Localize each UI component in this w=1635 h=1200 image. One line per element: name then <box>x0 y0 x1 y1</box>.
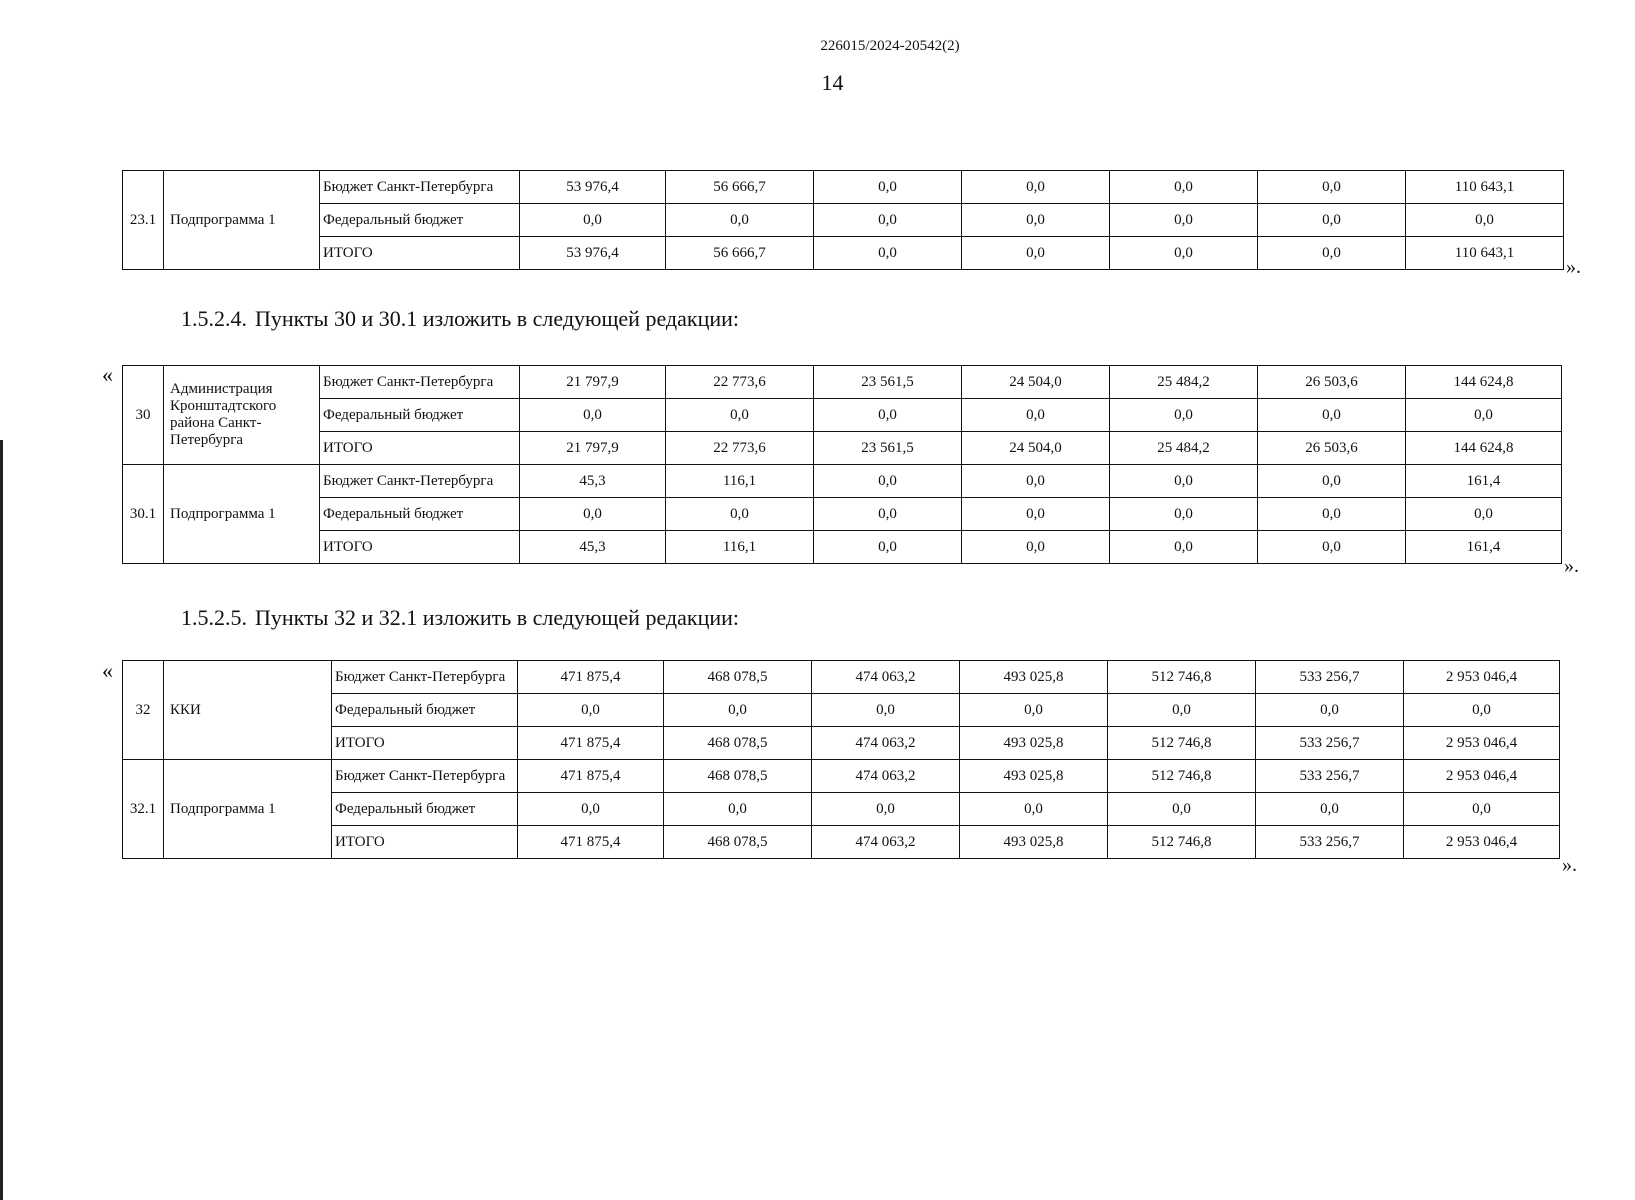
year-value: 471 875,4 <box>518 760 664 793</box>
funding-source: ИТОГО <box>320 237 520 270</box>
year-value: 474 063,2 <box>812 760 960 793</box>
year-value: 0,0 <box>1256 793 1404 826</box>
year-value: 22 773,6 <box>666 366 814 399</box>
paragraph-1-5-2-4 <box>181 306 739 332</box>
year-value: 0,0 <box>1110 465 1258 498</box>
item-number: 32.1 <box>123 760 164 859</box>
year-value: 0,0 <box>1108 793 1256 826</box>
year-value: 0,0 <box>520 204 666 237</box>
year-value: 23 561,5 <box>814 432 962 465</box>
table-row <box>123 171 1564 204</box>
year-value: 21 797,9 <box>520 432 666 465</box>
item-name: Подпрограмма 1 <box>164 760 332 859</box>
funding-source: ИТОГО <box>320 432 520 465</box>
table-row <box>123 237 1564 270</box>
year-value: 493 025,8 <box>960 826 1108 859</box>
budget-table-30 <box>122 365 1562 564</box>
year-value: 468 078,5 <box>664 661 812 694</box>
year-value: 0,0 <box>814 204 962 237</box>
year-value: 0,0 <box>1258 531 1406 564</box>
item-name: Подпрограмма 1 <box>164 171 320 270</box>
year-value: 533 256,7 <box>1256 727 1404 760</box>
year-value: 0,0 <box>518 793 664 826</box>
year-value: 471 875,4 <box>518 661 664 694</box>
document-number: 226015/2024-20542(2) <box>820 38 960 54</box>
year-value: 474 063,2 <box>812 727 960 760</box>
total-value: 144 624,8 <box>1406 366 1562 399</box>
year-value: 0,0 <box>962 498 1110 531</box>
year-value: 0,0 <box>962 171 1110 204</box>
table-row <box>123 727 1560 760</box>
table-row <box>123 399 1562 432</box>
year-value: 25 484,2 <box>1110 432 1258 465</box>
page-number: 14 <box>821 70 844 95</box>
year-value: 0,0 <box>520 399 666 432</box>
funding-source: ИТОГО <box>320 531 520 564</box>
total-value: 0,0 <box>1406 498 1562 531</box>
year-value: 493 025,8 <box>960 661 1108 694</box>
year-value: 0,0 <box>814 531 962 564</box>
year-value: 0,0 <box>1110 531 1258 564</box>
paragraph-number: 1.5.2.5. <box>181 605 247 630</box>
scan-edge-shadow <box>0 440 3 1200</box>
year-value: 0,0 <box>1110 498 1258 531</box>
funding-source: Бюджет Санкт-Петербурга <box>320 171 520 204</box>
year-value: 53 976,4 <box>520 171 666 204</box>
opening-quote: « <box>102 658 113 683</box>
year-value: 0,0 <box>814 399 962 432</box>
funding-source: Бюджет Санкт-Петербурга <box>320 465 520 498</box>
year-value: 0,0 <box>962 399 1110 432</box>
year-value: 512 746,8 <box>1108 727 1256 760</box>
year-value: 56 666,7 <box>666 237 814 270</box>
year-value: 23 561,5 <box>814 366 962 399</box>
year-value: 0,0 <box>962 204 1110 237</box>
closing-quote: ». <box>1562 854 1577 876</box>
year-value: 0,0 <box>1256 694 1404 727</box>
year-value: 0,0 <box>1110 237 1258 270</box>
total-value: 161,4 <box>1406 465 1562 498</box>
budget-table-32 <box>122 660 1560 859</box>
table-row <box>123 826 1560 859</box>
table-row <box>123 432 1562 465</box>
total-value: 110 643,1 <box>1406 237 1564 270</box>
funding-source: Бюджет Санкт-Петербурга <box>320 366 520 399</box>
item-number: 32 <box>123 661 164 760</box>
funding-source: Бюджет Санкт-Петербурга <box>332 760 518 793</box>
year-value: 22 773,6 <box>666 432 814 465</box>
table-row <box>123 694 1560 727</box>
item-name: Администрация Кронштадтского района Санкт-Петербурга <box>164 366 320 465</box>
total-value: 0,0 <box>1404 793 1560 826</box>
year-value: 0,0 <box>664 694 812 727</box>
table-row <box>123 465 1562 498</box>
year-value: 0,0 <box>1258 498 1406 531</box>
year-value: 493 025,8 <box>960 727 1108 760</box>
closing-quote: ». <box>1564 555 1579 577</box>
year-value: 21 797,9 <box>520 366 666 399</box>
funding-source: Федеральный бюджет <box>332 793 518 826</box>
paragraph-text: Пункты 30 и 30.1 изложить в следующей редакции: <box>255 306 740 331</box>
year-value: 0,0 <box>1110 171 1258 204</box>
total-value: 0,0 <box>1406 204 1564 237</box>
total-value: 0,0 <box>1404 694 1560 727</box>
year-value: 24 504,0 <box>962 432 1110 465</box>
funding-source: Бюджет Санкт-Петербурга <box>332 661 518 694</box>
year-value: 512 746,8 <box>1108 661 1256 694</box>
year-value: 0,0 <box>1258 237 1406 270</box>
year-value: 0,0 <box>1110 399 1258 432</box>
total-value: 2 953 046,4 <box>1404 826 1560 859</box>
year-value: 0,0 <box>520 498 666 531</box>
table-row <box>123 531 1562 564</box>
year-value: 0,0 <box>960 793 1108 826</box>
year-value: 533 256,7 <box>1256 826 1404 859</box>
year-value: 26 503,6 <box>1258 366 1406 399</box>
year-value: 0,0 <box>666 498 814 531</box>
total-value: 2 953 046,4 <box>1404 661 1560 694</box>
year-value: 0,0 <box>1258 204 1406 237</box>
total-value: 110 643,1 <box>1406 171 1564 204</box>
year-value: 471 875,4 <box>518 826 664 859</box>
funding-source: Федеральный бюджет <box>320 498 520 531</box>
table-row <box>123 366 1562 399</box>
item-number: 30.1 <box>123 465 164 564</box>
year-value: 0,0 <box>664 793 812 826</box>
item-name: ККИ <box>164 661 332 760</box>
paragraph-text: Пункты 32 и 32.1 изложить в следующей редакции: <box>255 605 740 630</box>
table-row <box>123 204 1564 237</box>
year-value: 53 976,4 <box>520 237 666 270</box>
total-value: 0,0 <box>1406 399 1562 432</box>
paragraph-number: 1.5.2.4. <box>181 306 247 331</box>
year-value: 0,0 <box>812 694 960 727</box>
year-value: 45,3 <box>520 531 666 564</box>
year-value: 116,1 <box>666 531 814 564</box>
table-row <box>123 760 1560 793</box>
year-value: 45,3 <box>520 465 666 498</box>
year-value: 468 078,5 <box>664 727 812 760</box>
funding-source: Федеральный бюджет <box>320 204 520 237</box>
year-value: 116,1 <box>666 465 814 498</box>
year-value: 533 256,7 <box>1256 661 1404 694</box>
year-value: 0,0 <box>1108 694 1256 727</box>
year-value: 493 025,8 <box>960 760 1108 793</box>
year-value: 474 063,2 <box>812 661 960 694</box>
opening-quote: « <box>102 362 113 387</box>
year-value: 0,0 <box>1258 465 1406 498</box>
table-row <box>123 498 1562 531</box>
total-value: 161,4 <box>1406 531 1562 564</box>
year-value: 0,0 <box>812 793 960 826</box>
year-value: 0,0 <box>1110 204 1258 237</box>
year-value: 468 078,5 <box>664 760 812 793</box>
year-value: 512 746,8 <box>1108 826 1256 859</box>
year-value: 468 078,5 <box>664 826 812 859</box>
year-value: 25 484,2 <box>1110 366 1258 399</box>
item-number: 23.1 <box>123 171 164 270</box>
funding-source: ИТОГО <box>332 727 518 760</box>
year-value: 56 666,7 <box>666 171 814 204</box>
year-value: 0,0 <box>1258 399 1406 432</box>
year-value: 0,0 <box>666 204 814 237</box>
year-value: 0,0 <box>666 399 814 432</box>
total-value: 2 953 046,4 <box>1404 727 1560 760</box>
year-value: 0,0 <box>962 531 1110 564</box>
year-value: 533 256,7 <box>1256 760 1404 793</box>
funding-source: Федеральный бюджет <box>332 694 518 727</box>
total-value: 2 953 046,4 <box>1404 760 1560 793</box>
year-value: 0,0 <box>960 694 1108 727</box>
funding-source: Федеральный бюджет <box>320 399 520 432</box>
table-row <box>123 661 1560 694</box>
item-name: Подпрограмма 1 <box>164 465 320 564</box>
item-number: 30 <box>123 366 164 465</box>
year-value: 24 504,0 <box>962 366 1110 399</box>
year-value: 0,0 <box>962 237 1110 270</box>
budget-table-23-1 <box>122 170 1564 270</box>
year-value: 0,0 <box>814 498 962 531</box>
funding-source: ИТОГО <box>332 826 518 859</box>
year-value: 512 746,8 <box>1108 760 1256 793</box>
year-value: 0,0 <box>962 465 1110 498</box>
table-row <box>123 793 1560 826</box>
year-value: 0,0 <box>1258 171 1406 204</box>
total-value: 144 624,8 <box>1406 432 1562 465</box>
paragraph-1-5-2-5 <box>181 605 739 631</box>
year-value: 0,0 <box>814 171 962 204</box>
year-value: 474 063,2 <box>812 826 960 859</box>
year-value: 0,0 <box>518 694 664 727</box>
year-value: 0,0 <box>814 237 962 270</box>
year-value: 26 503,6 <box>1258 432 1406 465</box>
year-value: 471 875,4 <box>518 727 664 760</box>
closing-quote: ». <box>1566 256 1581 278</box>
year-value: 0,0 <box>814 465 962 498</box>
